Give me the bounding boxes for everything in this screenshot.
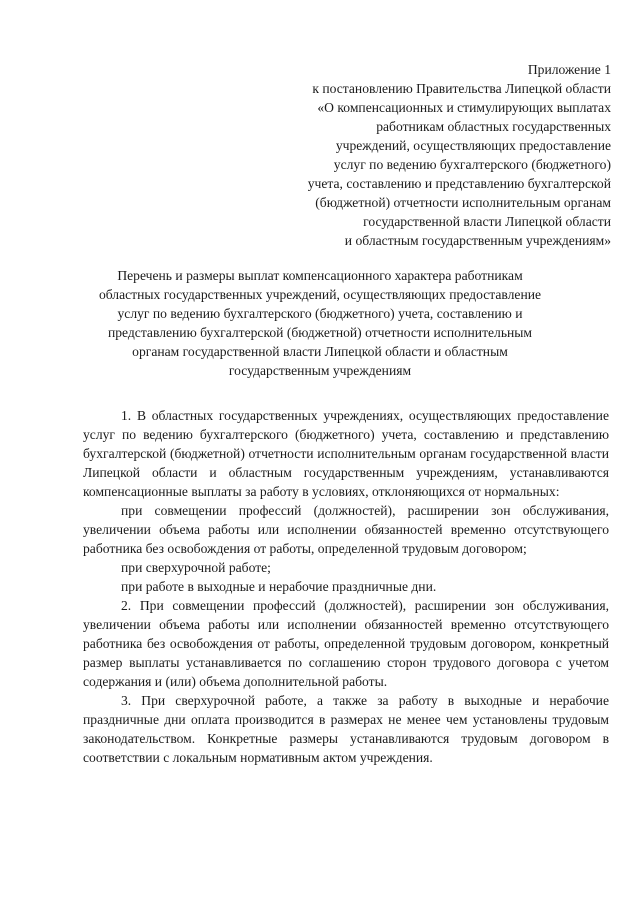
document-body bbox=[83, 406, 609, 767]
title-line: областных государственных учреждений, осуществляющих предоставление bbox=[98, 287, 542, 302]
appendix-line: (бюджетной) отчетности исполнительным органам bbox=[315, 195, 611, 210]
appendix-line: Приложение 1 bbox=[527, 62, 611, 77]
appendix-line: к постановлению Правительства Липецкой области bbox=[312, 81, 611, 96]
appendix-line: учета, составлению и представлению бухгалтерской bbox=[307, 176, 611, 191]
paragraph-1-item-holidays: при работе в выходные и нерабочие праздничные дни. bbox=[121, 579, 437, 594]
title-line: государственным учреждениям bbox=[228, 363, 412, 378]
paragraph-3: 3. При сверхурочной работе, а также за работу в выходные и нерабочие праздничные дни оплата производится в размерах не менее чем установлены трудовым законодательством. Конкретные размеры устанавливаются трудовым договором в соответствии с локальным нормативным актом учреждения. bbox=[83, 693, 609, 765]
title-line: Перечень и размеры выплат компенсационного характера работникам bbox=[117, 268, 523, 283]
appendix-line: государственной власти Липецкой области bbox=[363, 214, 611, 229]
paragraph-2: 2. При совмещении профессий (должностей), расширении зон обслуживания, увеличении объема работы или исполнении обязанностей временно отсутствующего работника без освобождения от работы, определенной трудовым договором, конкретный размер выплаты устанавливается по соглашению сторон трудового договора с учетом содержания и (или) объема дополнительной работы. bbox=[83, 598, 609, 689]
appendix-line: «О компенсационных и стимулирующих выплатах bbox=[317, 100, 611, 115]
appendix-line: услуг по ведению бухгалтерского (бюджетного) bbox=[333, 157, 611, 172]
document-title bbox=[60, 266, 580, 380]
title-line: представлению бухгалтерской (бюджетной) отчетности исполнительным bbox=[107, 325, 533, 340]
paragraph-1-item-overtime: при сверхурочной работе; bbox=[121, 560, 271, 575]
title-line: услуг по ведению бухгалтерского (бюджетного) учета, составлению и bbox=[117, 306, 523, 321]
appendix-line: учреждений, осуществляющих предоставление bbox=[335, 138, 611, 153]
title-line: органам государственной власти Липецкой области и областным bbox=[132, 344, 508, 359]
appendix-line: и областным государственным учреждениям» bbox=[344, 233, 611, 248]
appendix-line: работникам областных государственных bbox=[376, 119, 611, 134]
paragraph-1: 1. В областных государственных учреждениях, осуществляющих предоставление услуг по ведению бухгалтерского (бюджетного) учета, составлению и представлению бухгалтерской (бюджетной) отчетности исполнительным органам государственной власти Липецкой области и областным государственным учреждениям, устанавливаются компенсационные выплаты за работу в условиях, отклоняющихся от нормальных: bbox=[83, 408, 609, 499]
paragraph-1-item-combination: при совмещении профессий (должностей), расширении зон обслуживания, увеличении объема работы или исполнении обязанностей временно отсутствующего работника без освобождения от работы, определенной трудовым договором; bbox=[83, 503, 609, 556]
appendix-header bbox=[171, 60, 611, 250]
